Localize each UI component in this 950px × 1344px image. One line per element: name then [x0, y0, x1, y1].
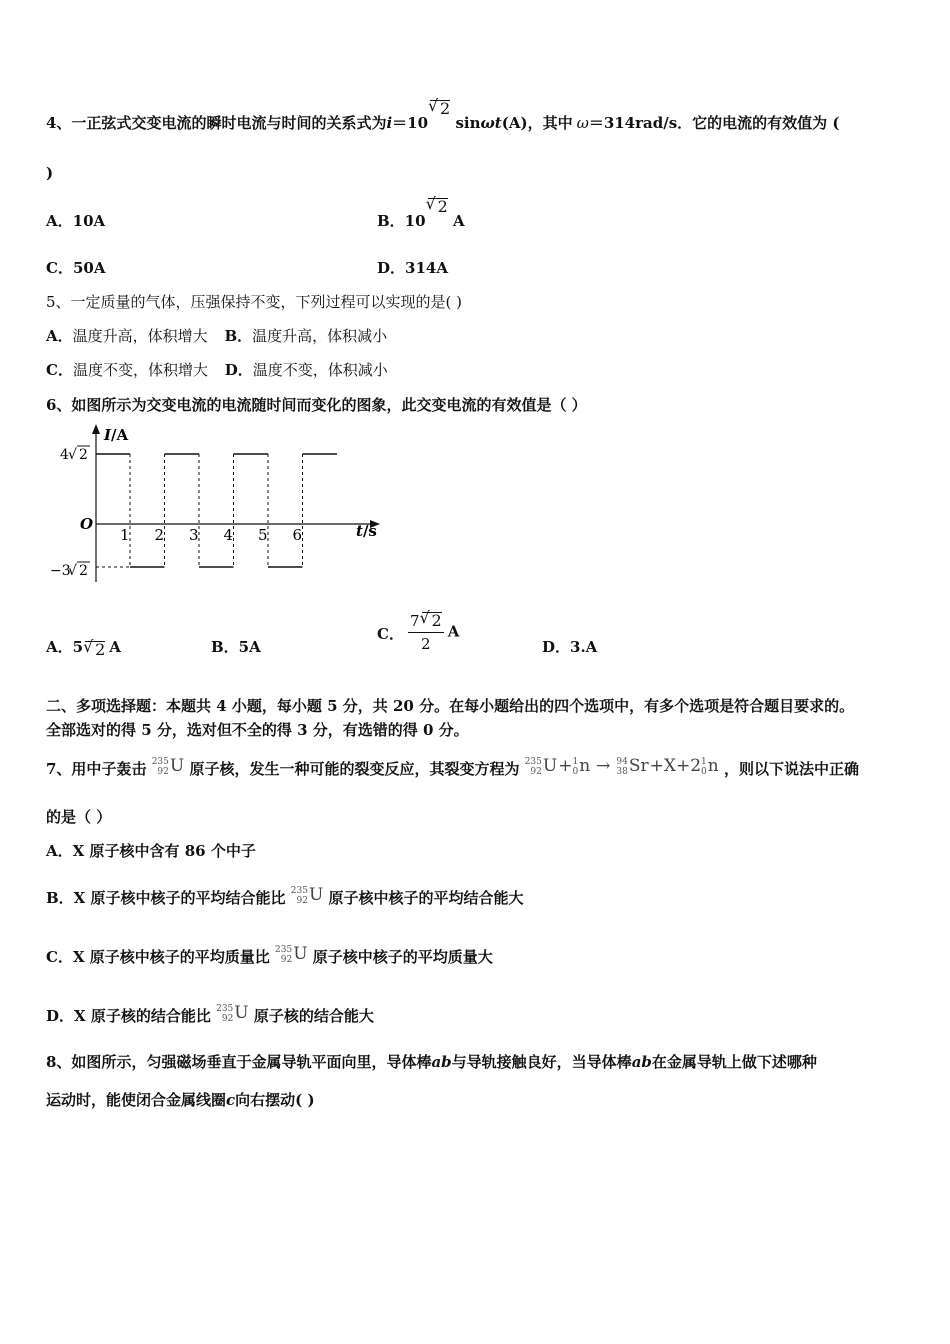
q7-c-pre: C．X 原子核中核子的平均质量比 — [46, 948, 270, 966]
q5-c-text: 温度不变，体积增大 — [72, 361, 208, 379]
q7-c-post: 原子核中核子的平均质量大 — [312, 948, 493, 966]
fraction-7sqrt2-over-2 — [408, 612, 444, 653]
q4-b-post: A — [452, 212, 465, 230]
q8-l2-pre: 运动时，能使闭合金属线圈 — [46, 1091, 227, 1109]
q7-d-post: 原子核的结合能大 — [253, 1007, 374, 1025]
q4-sin: sin — [455, 114, 481, 132]
current-time-graph — [44, 420, 394, 590]
q6-stem: 6、如图所示为交变电流的电流随时间而变化的图象，此交变电流的有效值是（ ） — [46, 396, 587, 414]
q4-option-b — [377, 197, 465, 231]
sqrt-2: √ 2 — [428, 198, 448, 215]
q8-stem-line2 — [46, 1089, 315, 1110]
section2-line1: 二、多项选择题：本题共 4 小题，每小题 5 分，共 20 分。在每小题给出的四个选项中，有多个选项是符合题目要求的。 — [46, 697, 855, 715]
q5-c-label: C． — [46, 361, 73, 379]
nuclide-u235: 235 92 U — [275, 944, 308, 965]
y-high-radical: √ — [68, 447, 77, 463]
q5-b-text: 温度升高，体积减小 — [252, 327, 388, 345]
origin-label: O — [80, 515, 94, 533]
q7-mid: 原子核，发生一种可能的裂变反应，其裂变方程为 — [189, 760, 520, 778]
y-low-radical: √ — [68, 563, 77, 579]
nuclide-u235: 235 92 U — [151, 756, 185, 777]
q5-d-text: 温度不变，体积减小 — [252, 361, 388, 379]
q6-option-a — [46, 636, 121, 657]
q7-option-c — [46, 945, 493, 967]
q5-b-label: B． — [224, 327, 253, 345]
q6-c-pre: C． — [377, 624, 404, 643]
q8-l1-post: 在金属导轨上做下述哪种 — [651, 1053, 817, 1071]
section2-line2: 全部选对的得 5 分，选对但不全的得 3 分，有选错的得 0 分。 — [46, 721, 469, 739]
q7-stem — [46, 757, 859, 779]
q7-b-post: 原子核中核子的平均结合能大 — [328, 889, 524, 907]
q4-eq: ＝10 — [392, 114, 429, 132]
q4-option-c: C．50A — [46, 259, 106, 277]
q8-c: c — [226, 1091, 236, 1109]
q6-option-b: B．5A — [211, 638, 261, 656]
q7-d-pre: D．X 原子核的结合能比 — [46, 1007, 211, 1025]
x-tick-label: 5 — [258, 526, 268, 544]
q4-omega: ω — [576, 114, 589, 132]
q8-l1-pre: 8、如图所示，匀强磁场垂直于金属导轨平面向里，导体棒 — [46, 1053, 432, 1071]
q4-eq-314: ＝314rad/s．它的电流的有效值为 ( — [588, 114, 840, 132]
q4-text: 4、一正弦式交变电流的瞬时电流与时间的关系式为 — [46, 114, 387, 132]
q5-options-row2 — [46, 359, 388, 380]
y-axis-label: I/A — [104, 426, 129, 444]
q6-a-post: A — [109, 638, 121, 656]
q8-ab: ab — [631, 1053, 652, 1071]
q8-l2-post: 向右摆动( ) — [235, 1091, 315, 1109]
square-wave — [96, 454, 337, 567]
q7-stem-line2: 的是（ ） — [46, 808, 112, 826]
q7-option-d — [46, 1004, 374, 1026]
fission-equation: 235 92 U + 1 0 n → 94 38 Sr +X+2 1 0 n — [524, 756, 719, 777]
q5-stem: 5、一定质量的气体，压强保持不变，下列过程可以实现的是( ) — [46, 293, 463, 311]
x-tick-label: 4 — [223, 526, 234, 544]
q7-b-pre: B．X 原子核中核子的平均结合能比 — [46, 889, 286, 907]
q6-c-post: A — [447, 622, 460, 641]
q4-a-part: (A)，其中 — [501, 114, 573, 132]
y-low-label: −3 — [50, 563, 71, 579]
q5-a-text: 温度升高，体积增大 — [72, 327, 208, 345]
frac-num-coef: 7 — [409, 612, 420, 630]
x-tick-labels — [120, 526, 302, 544]
q4-omega-t: ωt — [480, 114, 502, 132]
x-tick-label: 2 — [154, 526, 165, 544]
q4-close-paren: ) — [46, 164, 54, 182]
q7-post: ，则以下说法中正确 — [723, 760, 859, 778]
q4-option-d: D．314A — [377, 259, 448, 277]
x-tick-label: 1 — [120, 526, 130, 544]
sqrt-2: √ 2 — [85, 641, 105, 658]
q5-d-label: D． — [224, 361, 253, 379]
frac-den: 2 — [421, 635, 431, 653]
q8-stem-line1 — [46, 1051, 817, 1072]
x-tick-label: 3 — [189, 526, 199, 544]
q7-option-b — [46, 886, 524, 908]
y-axis-arrow — [92, 424, 100, 434]
q5-a-label: A． — [46, 327, 73, 345]
q4-i-var: i — [386, 114, 393, 132]
sqrt-2: √ 2 — [422, 612, 442, 629]
q7-option-a: A．X 原子核中含有 86 个中子 — [46, 842, 256, 860]
q4-option-a: A．10A — [46, 212, 106, 230]
sqrt-2: √ 2 — [430, 100, 450, 117]
x-tick-label: 6 — [292, 526, 303, 544]
nuclide-u235: 235 92 U — [216, 1003, 249, 1024]
y-low-radicand: 2 — [79, 563, 88, 579]
q8-l1-mid: 与导轨接触良好，当导体棒 — [451, 1053, 632, 1071]
q8-ab: ab — [431, 1053, 452, 1071]
x-axis-label: t/s — [356, 522, 377, 540]
q7-pre: 7、用中子轰击 — [46, 760, 147, 778]
y-high-radicand: 2 — [79, 447, 88, 463]
q5-options-row1 — [46, 325, 387, 346]
q4-stem — [46, 99, 840, 133]
q6-option-c — [377, 612, 459, 653]
y-high-label: 4 — [60, 447, 69, 463]
q4-b-pre: B．10 — [377, 212, 426, 230]
q6-a-pre: A．5 — [46, 638, 84, 656]
q6-option-d: D．3.A — [542, 638, 598, 656]
nuclide-u235: 235 92 U — [290, 885, 324, 906]
